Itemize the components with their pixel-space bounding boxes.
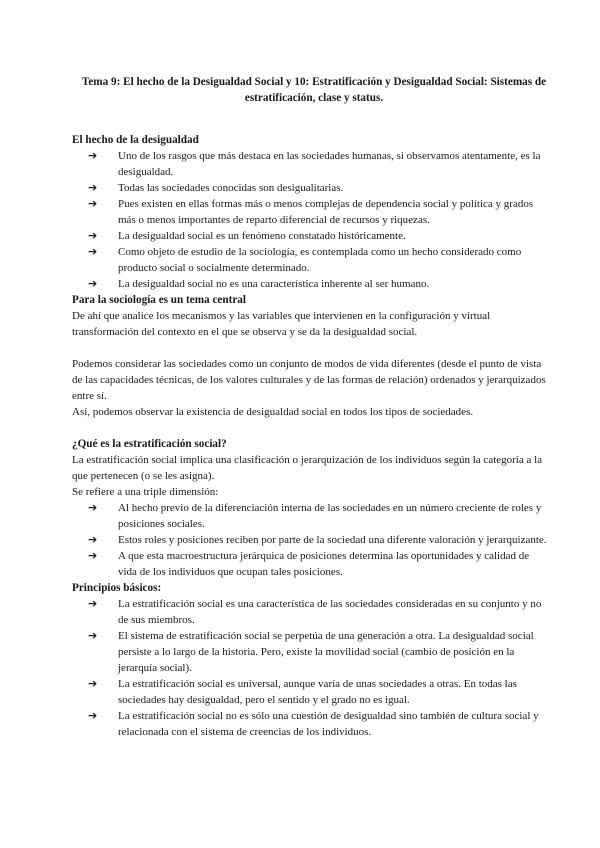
heading-sociologia: Para la sociología es un tema central [72,294,246,306]
arrow-bullet-icon: ➔ [88,709,98,722]
spacer [72,420,548,436]
list-item: ➔ La desigualdad social es un fenómeno constatado históricamente. [88,229,406,242]
heading-estratificacion: ¿Qué es la estratificación social? [72,438,227,450]
arrow-bullet-icon: ➔ [88,229,98,242]
arrow-bullet-icon: ➔ [88,277,98,290]
list-item: ➔ Estos roles y posiciones reciben por parte de la sociedad una diferente valoración y jerarquizante. [88,533,547,546]
list-item: ➔ La estratificación social es universal, aunque varía de unas sociedades a otras. En todas las sociedades hay desigualdad, pero el sentido y el grado no es igual. [88,677,517,706]
list-item: ➔ El sistema de estratificación social se perpetúa de una generación a otra. La desigualdad social persiste a lo largo de la historia. Pero, existe la movilidad social (cambio de posición en la jerarquía social). [88,629,534,674]
arrow-bullet-icon: ➔ [88,501,98,514]
list-item: ➔ Como objeto de estudio de la sociología, es contemplada como un hecho considerado como producto social o socialmente determinado. [88,245,522,274]
list-item: ➔ Todas las sociedades conocidas son desigualitarias. [88,181,344,194]
heading-principios: Principios básicos: [72,582,162,594]
arrow-bullet-icon: ➔ [88,149,98,162]
paragraph: Así, podemos observar la existencia de desigualdad social en todos los tipos de sociedades. [72,406,474,418]
arrow-bullet-icon: ➔ [88,597,98,610]
spacer [72,340,548,356]
list-item: ➔ Al hecho previo de la diferenciación interna de las sociedades en un número creciente de roles y posiciones sociales. [88,501,542,530]
arrow-bullet-icon: ➔ [88,629,98,642]
list-desigualdad [72,148,548,292]
arrow-bullet-icon: ➔ [88,197,98,210]
list-item: ➔ La estratificación social no es sólo una cuestión de desigualdad sino también de cultura social y relacionada con el sistema de creencias de los individuos. [88,709,539,738]
heading-desigualdad: El hecho de la desigualdad [72,134,199,146]
list-item: ➔ Uno de los rasgos que más destaca en las sociedades humanas, si observamos atentamente, es la desigualdad. [88,149,541,178]
list-item: ➔ A que esta macroestructura jerárquica de posiciones determina las oportunidades y calidad de vida de los individuos que ocupan tales posiciones. [88,549,530,578]
arrow-bullet-icon: ➔ [88,181,98,194]
list-item: ➔ La desigualdad social no es una característica inherente al ser humano. [88,277,430,290]
list-item: ➔ La estratificación social es una característica de las sociedades consideradas en su conjunto y no de sus miembros. [88,597,542,626]
document-title: Tema 9: El hecho de la Desigualdad Social y 10: Estratificación y Desigualdad Social: Sistemas de estratificación, clase y status. [81,76,547,104]
paragraph: Se refiere a una triple dimensión: [72,486,219,498]
arrow-bullet-icon: ➔ [88,533,98,546]
paragraph: La estratificación social implica una clasificación o jerarquización de los individuos según la categoría a la que pertenecen (o se les asigna). [72,454,543,482]
list-principios [72,596,548,740]
paragraph: Podemos considerar las sociedades como un conjunto de modos de vida diferentes (desde el punto de vista de las capacidades técnicas, de los valores culturales y de las formas de relación) ordenados y jerarquizados entre sí. [72,358,546,402]
list-dimensiones [72,500,548,580]
arrow-bullet-icon: ➔ [88,245,98,258]
arrow-bullet-icon: ➔ [88,549,98,562]
arrow-bullet-icon: ➔ [88,677,98,690]
paragraph: De ahí que analice los mecanismos y las variables que intervienen en la configuración y virtual transformación del contexto en el que se observa y se da la desigualdad social. [72,310,491,338]
list-item: ➔ Pues existen en ellas formas más o menos complejas de dependencia social y política y grados más o menos importantes de reparto diferencial de recursos y riquezas. [88,197,534,226]
